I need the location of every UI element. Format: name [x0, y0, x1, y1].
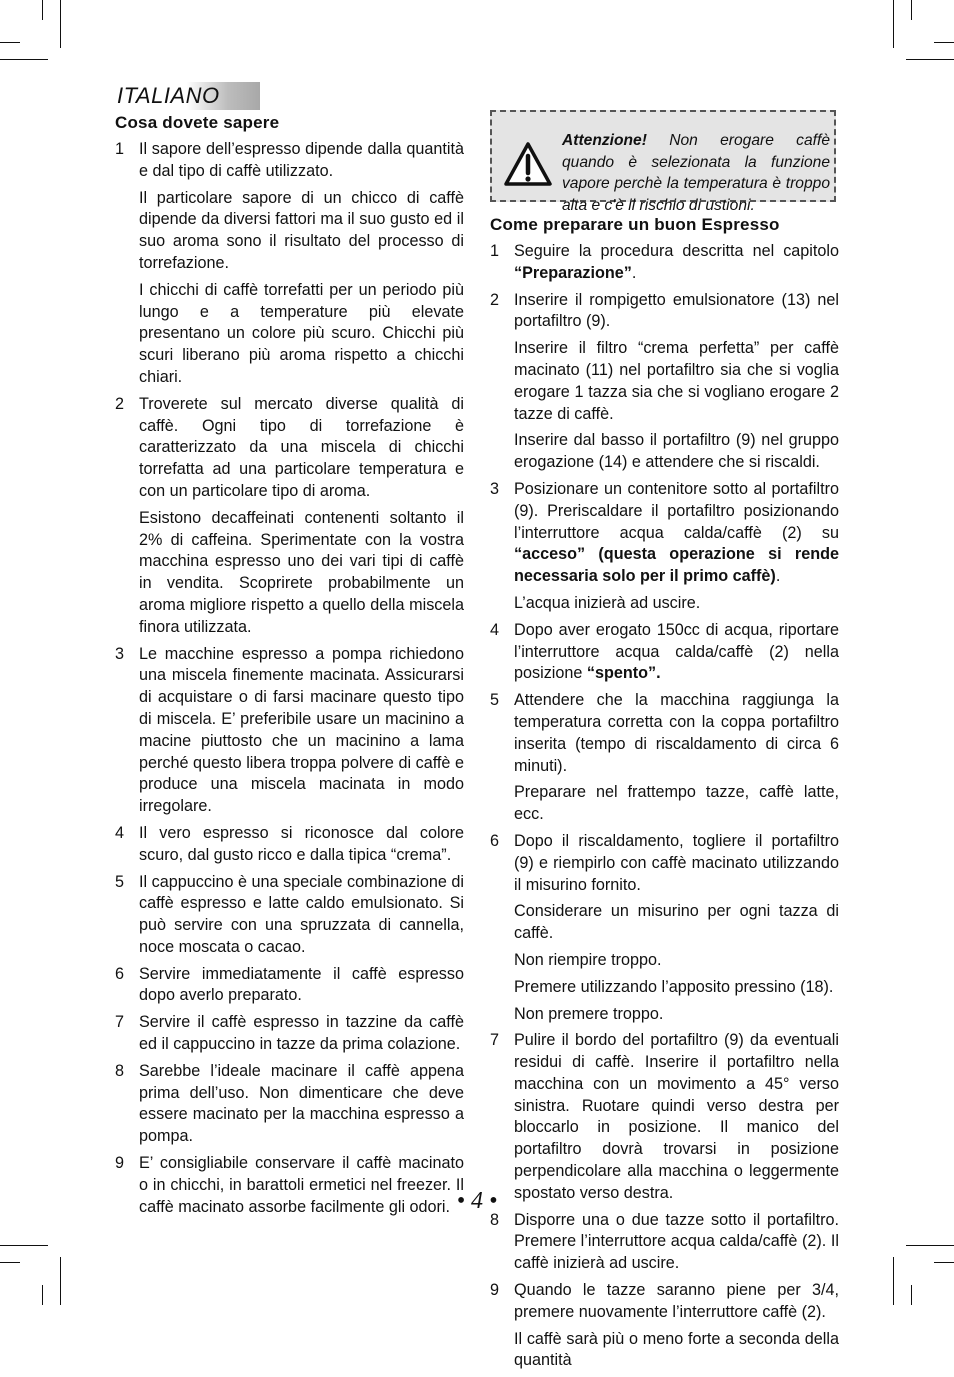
list-item-number: 5 [490, 691, 500, 710]
list-item-paragraph [514, 290, 839, 334]
list-item-number: 9 [490, 1281, 500, 1300]
text-run: Quando le tazze saranno piene per 3/4, premere nuovamente l’interruttore caffè (2). [514, 1281, 839, 1321]
list-item-paragraph: Il vero espresso si riconosce dal colore scuro, dal gusto ricco e dalla tipica “crema”. [139, 823, 464, 864]
list-item [490, 1030, 839, 1204]
list-item-paragraph [514, 338, 839, 425]
warning-triangle-icon [504, 142, 552, 186]
list-item-paragraph: Sarebbe l’ideale macinare il caffè appena prima dell’uso. Non dimenticare che deve essere macinato per la macchina espresso a pompa. [139, 1061, 464, 1146]
list-item-paragraph [514, 782, 839, 826]
left-column [115, 112, 464, 1223]
list-item-paragraph [514, 479, 839, 588]
list-item [490, 1210, 839, 1275]
list-item-paragraph [514, 1004, 839, 1026]
text-run: Inserire il filtro “crema perfetta” per caffè macinato (11) nel portafiltro sia che si voglia erogare 1 tazza sia che si vogliano erogare 2 tazze di caffè. [514, 339, 839, 423]
list-item-paragraph [514, 977, 839, 999]
list-item [490, 690, 839, 826]
list-item-paragraph [514, 241, 839, 285]
list-item-paragraph [514, 1329, 839, 1373]
language-tab [113, 82, 260, 110]
list-item [490, 479, 839, 615]
list-item [490, 620, 839, 685]
list-item-paragraph: Le macchine espresso a pompa richiedono una miscela finemente macinata. Assicurarsi di acquistare o di farsi macinare questo tipo di miscela. E’ preferibile usare un macinino a macine piuttosto che un macinino a lama perché questo libera troppa polvere di caffè e produce una miscela macinata in modo irregolare. [139, 644, 464, 816]
list-item-number: 4 [490, 620, 500, 639]
text-run: Posizionare un contenitore sotto al portafiltro (9). Preriscaldare il portafiltro posizionando l’interruttore acqua calda/caffè (2) su [514, 479, 839, 542]
list-item-number: 8 [115, 1061, 125, 1080]
bold-text: “acceso” (questa operazione si rende necessaria solo per il primo caffè) [514, 545, 839, 586]
text-run: . [775, 567, 781, 586]
text-run: Seguire la procedura descritta nel capitolo [514, 242, 839, 260]
text-run: Pulire il bordo del portafiltro (9) da eventuali residui di caffè. Inserire il portafiltro nella macchina con un movimento a 45° verso sinistra. Ruotare quindi verso destra per bloccarlo in posizione. Il manico del portafiltro dovrà trovarsi in posizione perpendicolare alla macchina o leggermente spostato verso destra. [514, 1031, 839, 1202]
text-run: Premere utilizzando l’apposito pressino (18). [514, 977, 834, 996]
list-item-paragraph [514, 593, 839, 615]
warning-label: Attenzione! [562, 132, 647, 149]
section-title-come-preparare-espresso: Come preparare un buon Espresso [490, 215, 780, 234]
list-item-paragraph: Servire immediatamente il caffè espresso dopo averlo preparato. [139, 964, 464, 1005]
list-item [115, 964, 464, 1008]
warning-box [490, 110, 836, 214]
left-numbered-list [115, 139, 464, 1218]
list-item-paragraph: E’ consigliabile conservare il caffè macinato o in chicchi, in barattoli ermetici nel freezer. Il caffè macinato assorbe facilmente gli odori. [139, 1154, 464, 1216]
list-item-number: 6 [115, 964, 125, 983]
text-run: Preparare nel frattempo tazze, caffè latte, ecc. [514, 783, 839, 824]
list-item-paragraph: Il sapore dell’espresso dipende dalla quantità e dal tipo di caffè utilizzato. [139, 140, 464, 180]
right-numbered-list [490, 241, 839, 1372]
list-item-paragraph [514, 1030, 839, 1204]
list-item-paragraph [514, 620, 839, 685]
language-label: ITALIANO [117, 83, 220, 108]
list-item [115, 823, 464, 867]
list-item-number: 4 [115, 823, 125, 842]
list-item [490, 831, 839, 1025]
list-item [115, 1061, 464, 1148]
list-item [115, 872, 464, 959]
list-item-paragraph [514, 1210, 839, 1275]
bold-text: “spento”. [586, 664, 661, 683]
warning-message: Non erogare caffè quando è selezionata la funzione vapore perchè la temperatura è troppo alta e c'è il rischio di ustioni. [562, 132, 830, 214]
list-item-number: 3 [115, 644, 125, 663]
bold-text: “Preparazione” [514, 263, 632, 282]
list-item-paragraph: I chicchi di caffè torrefatti per un periodo più lungo e a temperature più elevate presentano un colore più scuro. Chicchi più scuri liberano più aroma rispetto a chicchi chiari. [139, 280, 464, 386]
list-item-paragraph: Servire il caffè espresso in tazzine da caffè ed il cappuccino in tazze da prima colazione. [139, 1013, 464, 1054]
list-item-number: 1 [115, 140, 125, 158]
warning-text [562, 130, 830, 216]
text-run: Inserire dal basso il portafiltro (9) nel gruppo erogazione (14) e attendere che si riscaldi. [514, 431, 839, 472]
text-run: . [631, 263, 637, 282]
list-item [115, 139, 464, 389]
list-item-number: 7 [490, 1031, 500, 1050]
list-item-number: 7 [115, 1013, 125, 1032]
list-item [115, 394, 464, 639]
text-run: Attendere che la macchina raggiunga la temperatura corretta con la coppa portafiltro inserita (tempo di riscaldamento di circa 6 minuti). [514, 691, 839, 775]
text-run: Non premere troppo. [514, 1004, 664, 1023]
list-item-number: 8 [490, 1210, 500, 1229]
text-run: Il caffè sarà più o meno forte a seconda della quantità [514, 1329, 839, 1370]
text-run: Dopo il riscaldamento, togliere il portafiltro (9) e riempirlo con caffè macinato utilizzando il misurino fornito. [514, 831, 839, 894]
section-title-cosa-dovete-sapere: Cosa dovete sapere [115, 113, 280, 132]
list-item [490, 241, 839, 285]
list-item-paragraph: Troverete sul mercato diverse qualità di caffè. Ogni tipo di torrefazione è caratterizzato da una miscela di chicchi torrefatta ad una particolare temperatura e con un particolare tipo di aroma. [139, 394, 464, 500]
list-item-number: 2 [115, 394, 125, 413]
page-number: • 4 • [456, 1188, 498, 1214]
list-item-number: 6 [490, 831, 500, 850]
list-item [490, 1280, 839, 1372]
list-item-paragraph: Esistono decaffeinati contenenti soltanto il 2% di caffeina. Sperimentate con la vostra macchina espresso uno dei vari tipi di caffè in vendita. Scoprirete probabilmente un aroma migliore rispetto a quello della miscela finora utilizzata. [139, 508, 464, 636]
list-item-paragraph [514, 831, 839, 896]
text-run: Dopo aver erogato 150cc di acqua, riportare l’interruttore acqua calda/caffè (2) nella posizione [514, 620, 839, 683]
list-item [490, 290, 839, 474]
list-item-number: 3 [490, 479, 500, 498]
list-item-paragraph [514, 690, 839, 777]
list-item-paragraph [514, 1280, 839, 1324]
list-item-number: 1 [490, 242, 500, 260]
list-item [115, 1153, 464, 1218]
text-run: Considerare un misurino per ogni tazza di caffè. [514, 902, 839, 943]
text-run: Non riempire troppo. [514, 950, 662, 969]
list-item-number: 9 [115, 1154, 125, 1173]
right-column [490, 110, 839, 1377]
list-item-paragraph: Il cappuccino è una speciale combinazione di caffè espresso e latte caldo emulsionato. Si può servire con una spruzzata di cannella, noce moscata o cacao. [139, 872, 464, 956]
list-item [115, 1012, 464, 1056]
text-run: Inserire il rompigetto emulsionatore (13) nel portafiltro (9). [514, 290, 839, 331]
text-run: L’acqua inizierà ad uscire. [514, 593, 701, 612]
list-item-paragraph [514, 901, 839, 945]
text-run: Disporre una o due tazze sotto il portafiltro. Premere l’interruttore acqua calda/caffè (2). Il caffè inizierà ad uscire. [514, 1210, 839, 1273]
list-item-paragraph [514, 430, 839, 474]
list-item-paragraph: Il particolare sapore di un chicco di caffè dipende da diversi fattori ma il suo gusto ed il suo aroma sono il risultato del processo di torrefazione. [139, 188, 464, 272]
list-item-number: 2 [490, 290, 500, 309]
list-item-number: 5 [115, 872, 125, 891]
list-item-paragraph [514, 950, 839, 972]
list-item [115, 644, 464, 818]
